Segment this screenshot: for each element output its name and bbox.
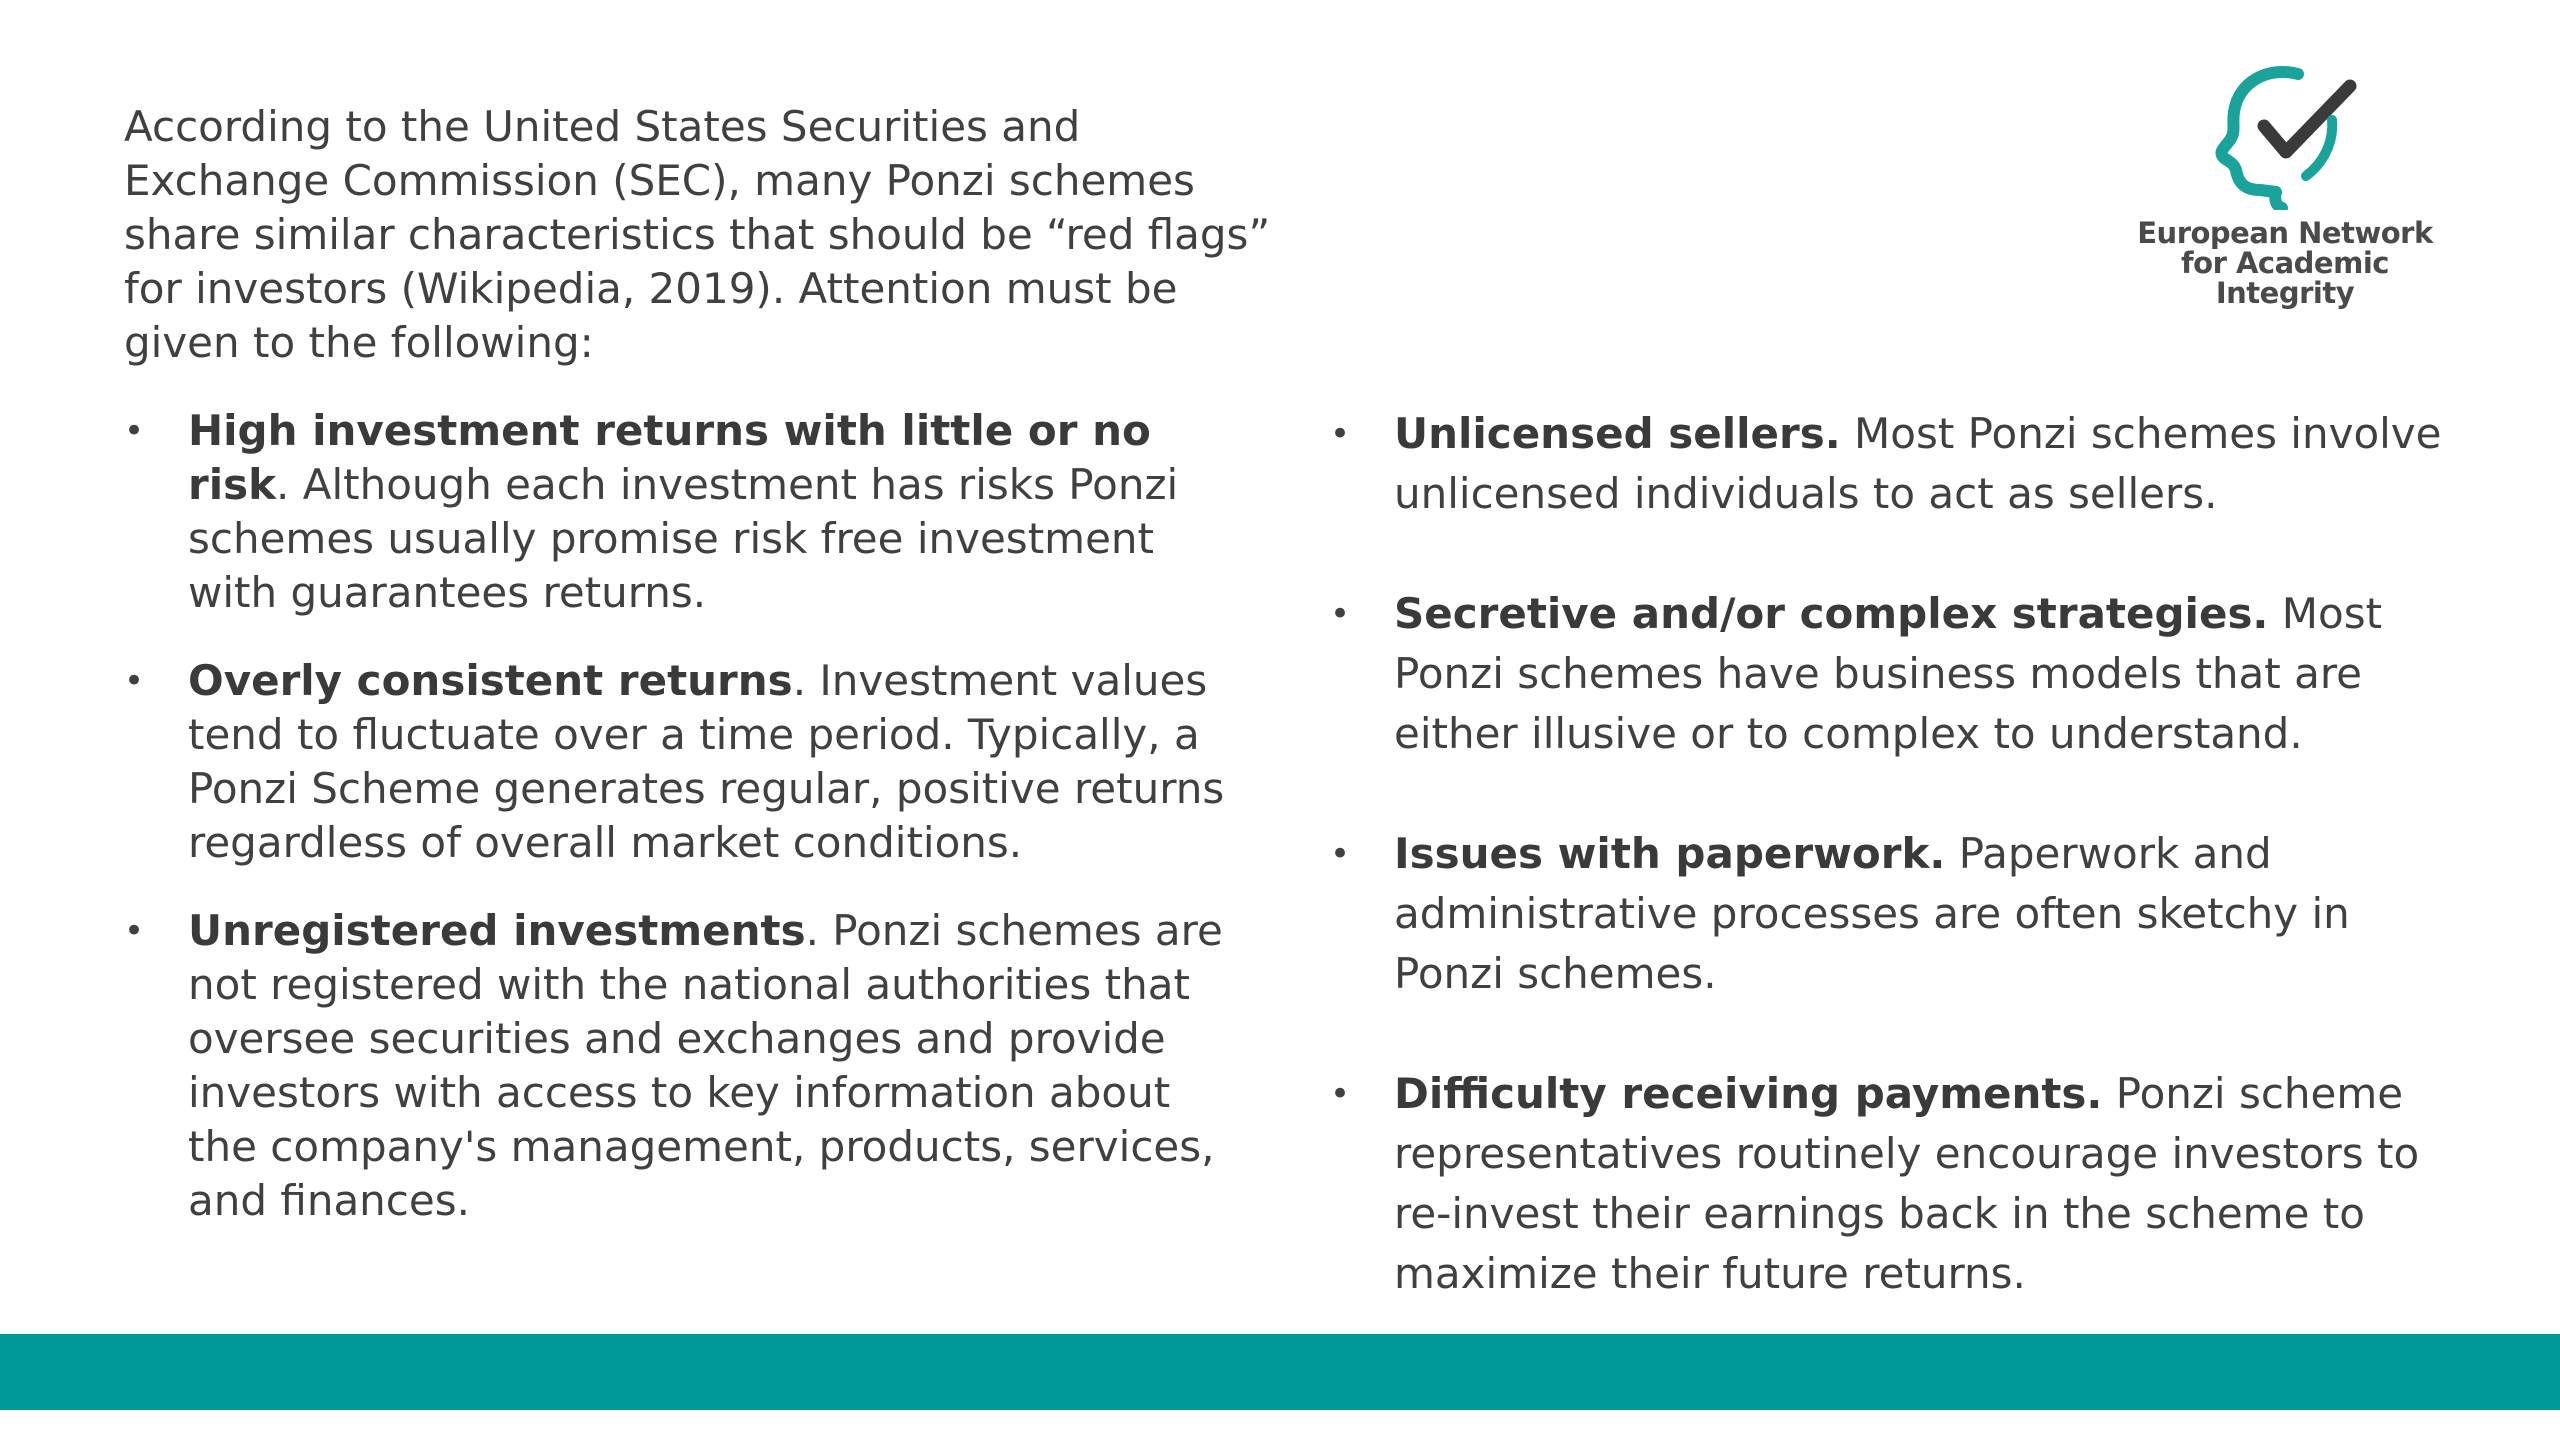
logo-line: European Network [2137,216,2433,250]
list-item [124,404,1244,620]
item-heading: Unregistered investments [188,906,806,955]
logo-line: for Academic [2181,246,2389,280]
item-heading: Difficulty receiving payments. [1394,1069,2103,1118]
left-bullet-list [124,404,1244,1262]
item-text: . Ponzi schemes are not registered with the national authorities that oversee securities and exchanges and provide investors with access to key information about the company's management, products, services, and finances. [188,906,1223,1225]
item-heading: Unlicensed sellers. [1394,409,1841,458]
list-item [124,904,1244,1228]
item-text: . Although each investment has risks Ponzi schemes usually promise risk free investment with guarantees returns. [188,460,1179,617]
footer-bar [0,1334,2560,1410]
item-heading: Issues with paperwork. [1394,829,1946,878]
list-item [1330,824,2470,1004]
enai-logo [2120,60,2450,330]
bullet-icon: • [1330,594,1351,634]
item-text: . Investment values tend to fluctuate over a time period. Typically, a Ponzi Scheme generates regular, positive returns regardless of overall market conditions. [188,656,1225,867]
right-bullet-list [1330,404,2470,1364]
item-heading: Overly consistent returns [188,656,793,705]
item-text: Most Ponzi schemes involve unlicensed individuals to act as sellers. [1394,409,2442,518]
item-text: Ponzi scheme representatives routinely encourage investors to re-invest their earnings back in the scheme to maximize their future returns. [1394,1069,2420,1298]
bullet-icon: • [124,411,145,451]
logo-text [2120,218,2450,308]
bullet-icon: • [1330,1074,1351,1114]
item-text: Paperwork and administrative processes are often sketchy in Ponzi schemes. [1394,829,2350,998]
intro-paragraph: According to the United States Securities and Exchange Commission (SEC), many Ponzi schemes share similar characteristics that should be “red flags” for investors (Wikipedia, 2019). Attention must be given to the following: [124,102,1271,367]
list-item [124,654,1244,870]
list-item [1330,584,2470,764]
item-text: Most Ponzi schemes have business models that are either illusive or to complex to understand. [1394,589,2383,758]
list-item [1330,404,2470,524]
item-heading: Secretive and/or complex strategies. [1394,589,2269,638]
bullet-icon: • [124,911,145,951]
item-heading: High investment returns with little or no risk [188,406,1151,509]
bullet-icon: • [124,661,145,701]
head-checkmark-icon [2210,60,2360,210]
list-item [1330,1064,2470,1304]
bullet-icon: • [1330,414,1351,454]
bullet-icon: • [1330,834,1351,874]
logo-line: Integrity [2215,276,2355,310]
